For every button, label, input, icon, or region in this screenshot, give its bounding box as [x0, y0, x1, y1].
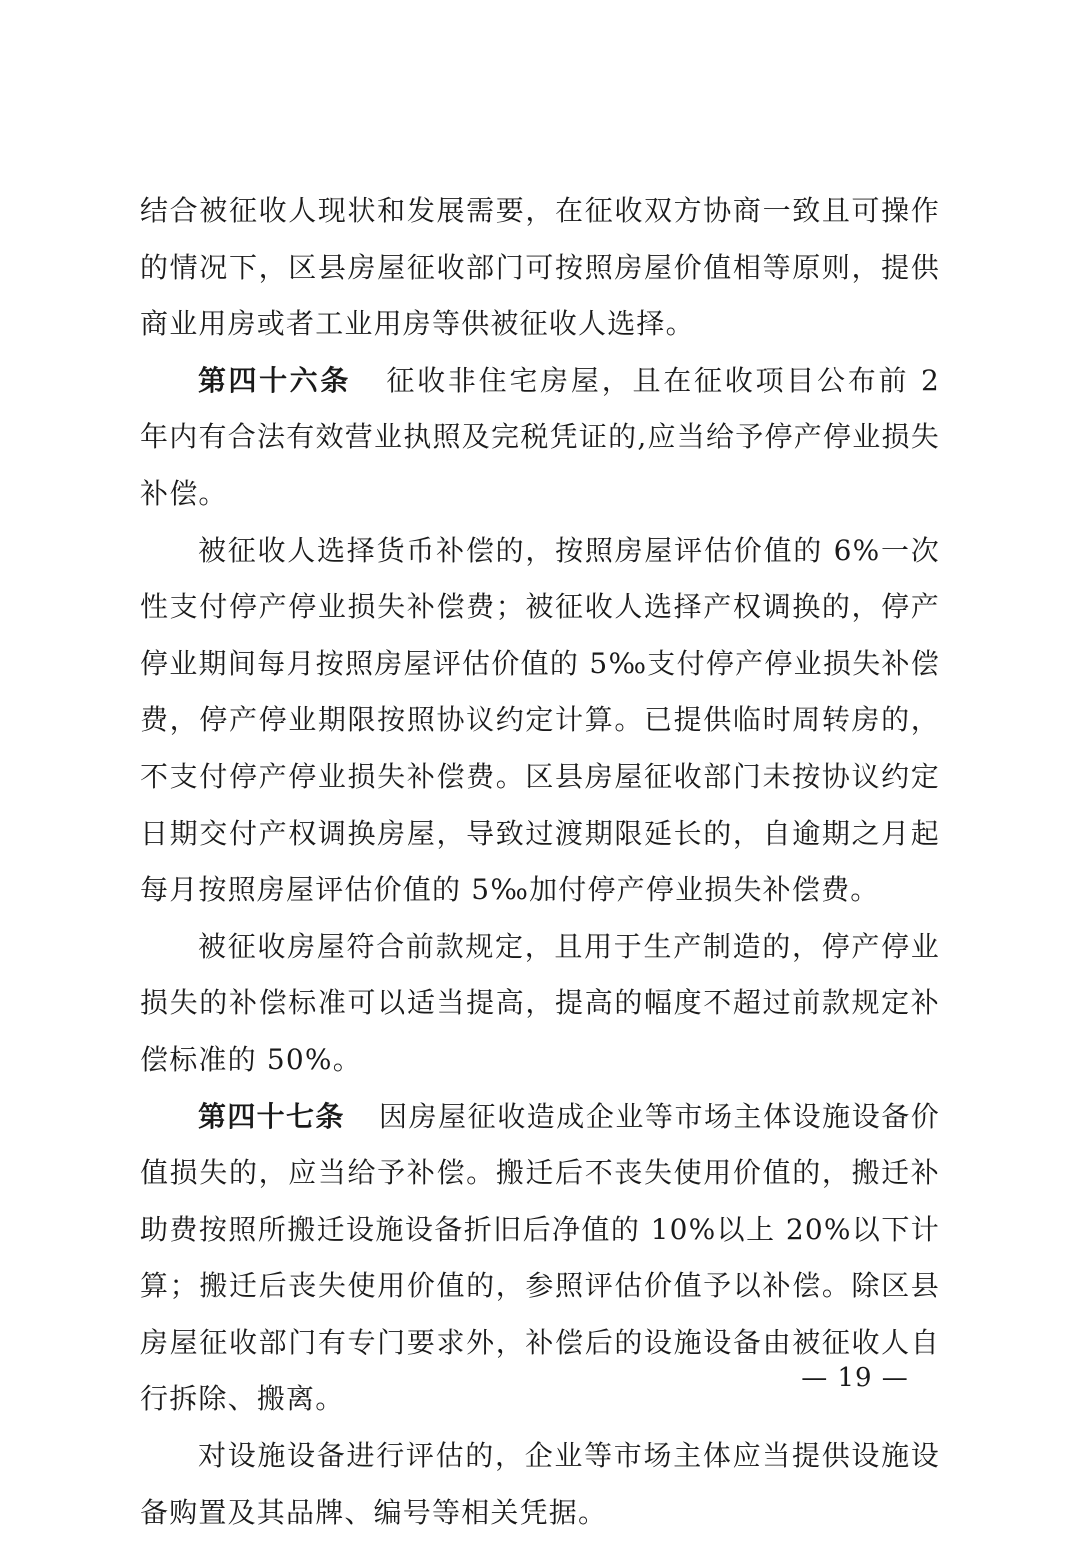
paragraph-text: 征收非住宅房屋，且在征收项目公布前 2 年内有合法有效营业执照及完税凭证的,应当给予停产停业损失补偿。 [140, 363, 940, 510]
paragraph-text: 被征收人选择货币补偿的，按照房屋评估价值的 6%一次性支付停产停业损失补偿费；被征收人选择产权调换的，停产停业期间每月按照房屋评估价值的 5‰支付停产停业损失补偿费，停产停业期限按照协议约定计算。已提供临时周转房的，不支付停产停业损失补偿费。区县房屋征收部门未按协议约定日期交付产权调换房屋，导致过渡期限延长的，自逾期之月起每月按照房屋评估价值的 5‰加付停产停业损失补偿费。 [140, 533, 940, 907]
paragraph-text: 因房屋征收造成企业等市场主体设施设备价值损失的，应当给予补偿。搬迁后不丧失使用价值的，搬迁补助费按照所搬迁设施设备折旧后净值的 10%以上 20%以下计算；搬迁后丧失使用价值的，参照评估价值予以补偿。除区县房屋征收部门有专门要求外，补偿后的设施设备由被征收人自行拆除、搬离。 [140, 1099, 940, 1416]
article-number: 第四十六条 [198, 363, 351, 397]
paragraph-text: 被征收房屋符合前款规定，且用于生产制造的，停产停业损失的补偿标准可以适当提高，提高的幅度不超过前款规定补偿标准的 50%。 [140, 929, 940, 1076]
article-number: 第四十七条 [198, 1099, 345, 1133]
paragraph [140, 919, 940, 1089]
article-46-paragraph [140, 353, 940, 523]
paragraph-continuation [140, 183, 940, 353]
paragraph [140, 1428, 940, 1541]
paragraph-text: 结合被征收人现状和发展需要，在征收双方协商一致且可操作的情况下，区县房屋征收部门可按照房屋价值相等原则，提供商业用房或者工业用房等供被征收人选择。 [140, 194, 940, 341]
document-body [140, 183, 940, 1541]
paragraph [140, 523, 940, 919]
paragraph-text: 对设施设备进行评估的，企业等市场主体应当提供设施设备购置及其品牌、编号等相关凭据。 [140, 1439, 940, 1529]
page-number: — 19 — [801, 1363, 909, 1393]
